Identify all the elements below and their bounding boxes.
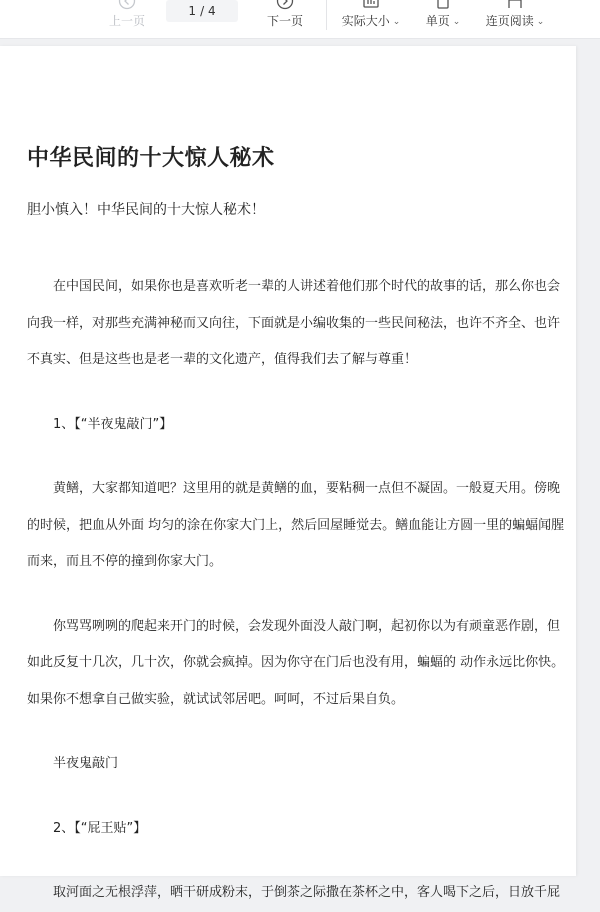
chevron-down-icon: ⌄ bbox=[452, 17, 461, 27]
scroll-mode-dropdown[interactable] bbox=[478, 0, 552, 38]
body-paragraph: 你骂骂咧咧的爬起来开门的时候，会发现外面没人敲门啊，起初你以为有顽童恶作剧，但如此反复十几次，几十次，你就会疯掉。因为你守在门后也没有用，蝙蝠的 动作永远比你快。如果你不想拿自己做实验，就试试邻居吧。呵呵，不过后果自负。 bbox=[27, 618, 565, 707]
body-paragraph: 取河面之无根浮萍，晒干研成粉末，于倒茶之际撒在茶杯之中，客人喝下之后，日放千屁 bbox=[53, 885, 561, 900]
zoom-label: 实际大小 bbox=[341, 14, 390, 28]
page-indicator bbox=[166, 0, 238, 22]
pdf-toolbar bbox=[0, 0, 600, 39]
section-heading: 2、【“屁王贴”】 bbox=[53, 820, 147, 836]
page-total: 4 bbox=[207, 4, 216, 18]
document-page bbox=[0, 46, 576, 900]
body-paragraph: 黄鳝，大家都知道吧？这里用的就是黄鳝的血，要粘稠一点但不凝固。一般夏天用。傍晚的时候，把血从外面 均匀的涂在你家大门上，然后回屋睡觉去。鳝血能让方圆一里的蝙蝠闻腥而来，而且不停的撞到你家大门。 bbox=[27, 481, 565, 569]
page-separator: / bbox=[200, 4, 205, 18]
intro-paragraph: 在中国民间，如果你也是喜欢听老一辈的人讲述着他们那个时代的故事的话，那么你也会向我一样，对那些充满神秘而又向往，下面就是小编收集的一些民间秘法，也许不齐全、也许不真实、但是这些也是老一辈的文化遗产，值得我们去了解与尊重！ bbox=[27, 279, 561, 367]
document-subtitle: 胆小慎入！中华民间的十大惊人秘术！ bbox=[27, 202, 265, 218]
prev-page-button[interactable] bbox=[104, 0, 150, 38]
page-current-input[interactable]: 1 bbox=[188, 4, 197, 18]
prev-page-label: 上一页 bbox=[108, 14, 145, 28]
section-heading: 1、【“半夜鬼敲门”】 bbox=[53, 416, 173, 432]
caption-text: 半夜鬼敲门 bbox=[53, 756, 119, 771]
zoom-dropdown[interactable] bbox=[336, 0, 406, 38]
toolbar-divider bbox=[326, 0, 327, 30]
scroll-mode-label: 连页阅读 bbox=[485, 14, 534, 28]
layout-label: 单页 bbox=[425, 14, 450, 28]
next-page-button[interactable] bbox=[262, 0, 308, 38]
chevron-down-icon: ⌄ bbox=[536, 17, 545, 27]
document-title: 中华民间的十大惊人秘术 bbox=[27, 146, 275, 171]
document-content bbox=[27, 142, 567, 912]
next-page-label: 下一页 bbox=[266, 14, 303, 28]
page-layout-dropdown[interactable] bbox=[418, 0, 468, 38]
chevron-down-icon: ⌄ bbox=[392, 17, 401, 27]
